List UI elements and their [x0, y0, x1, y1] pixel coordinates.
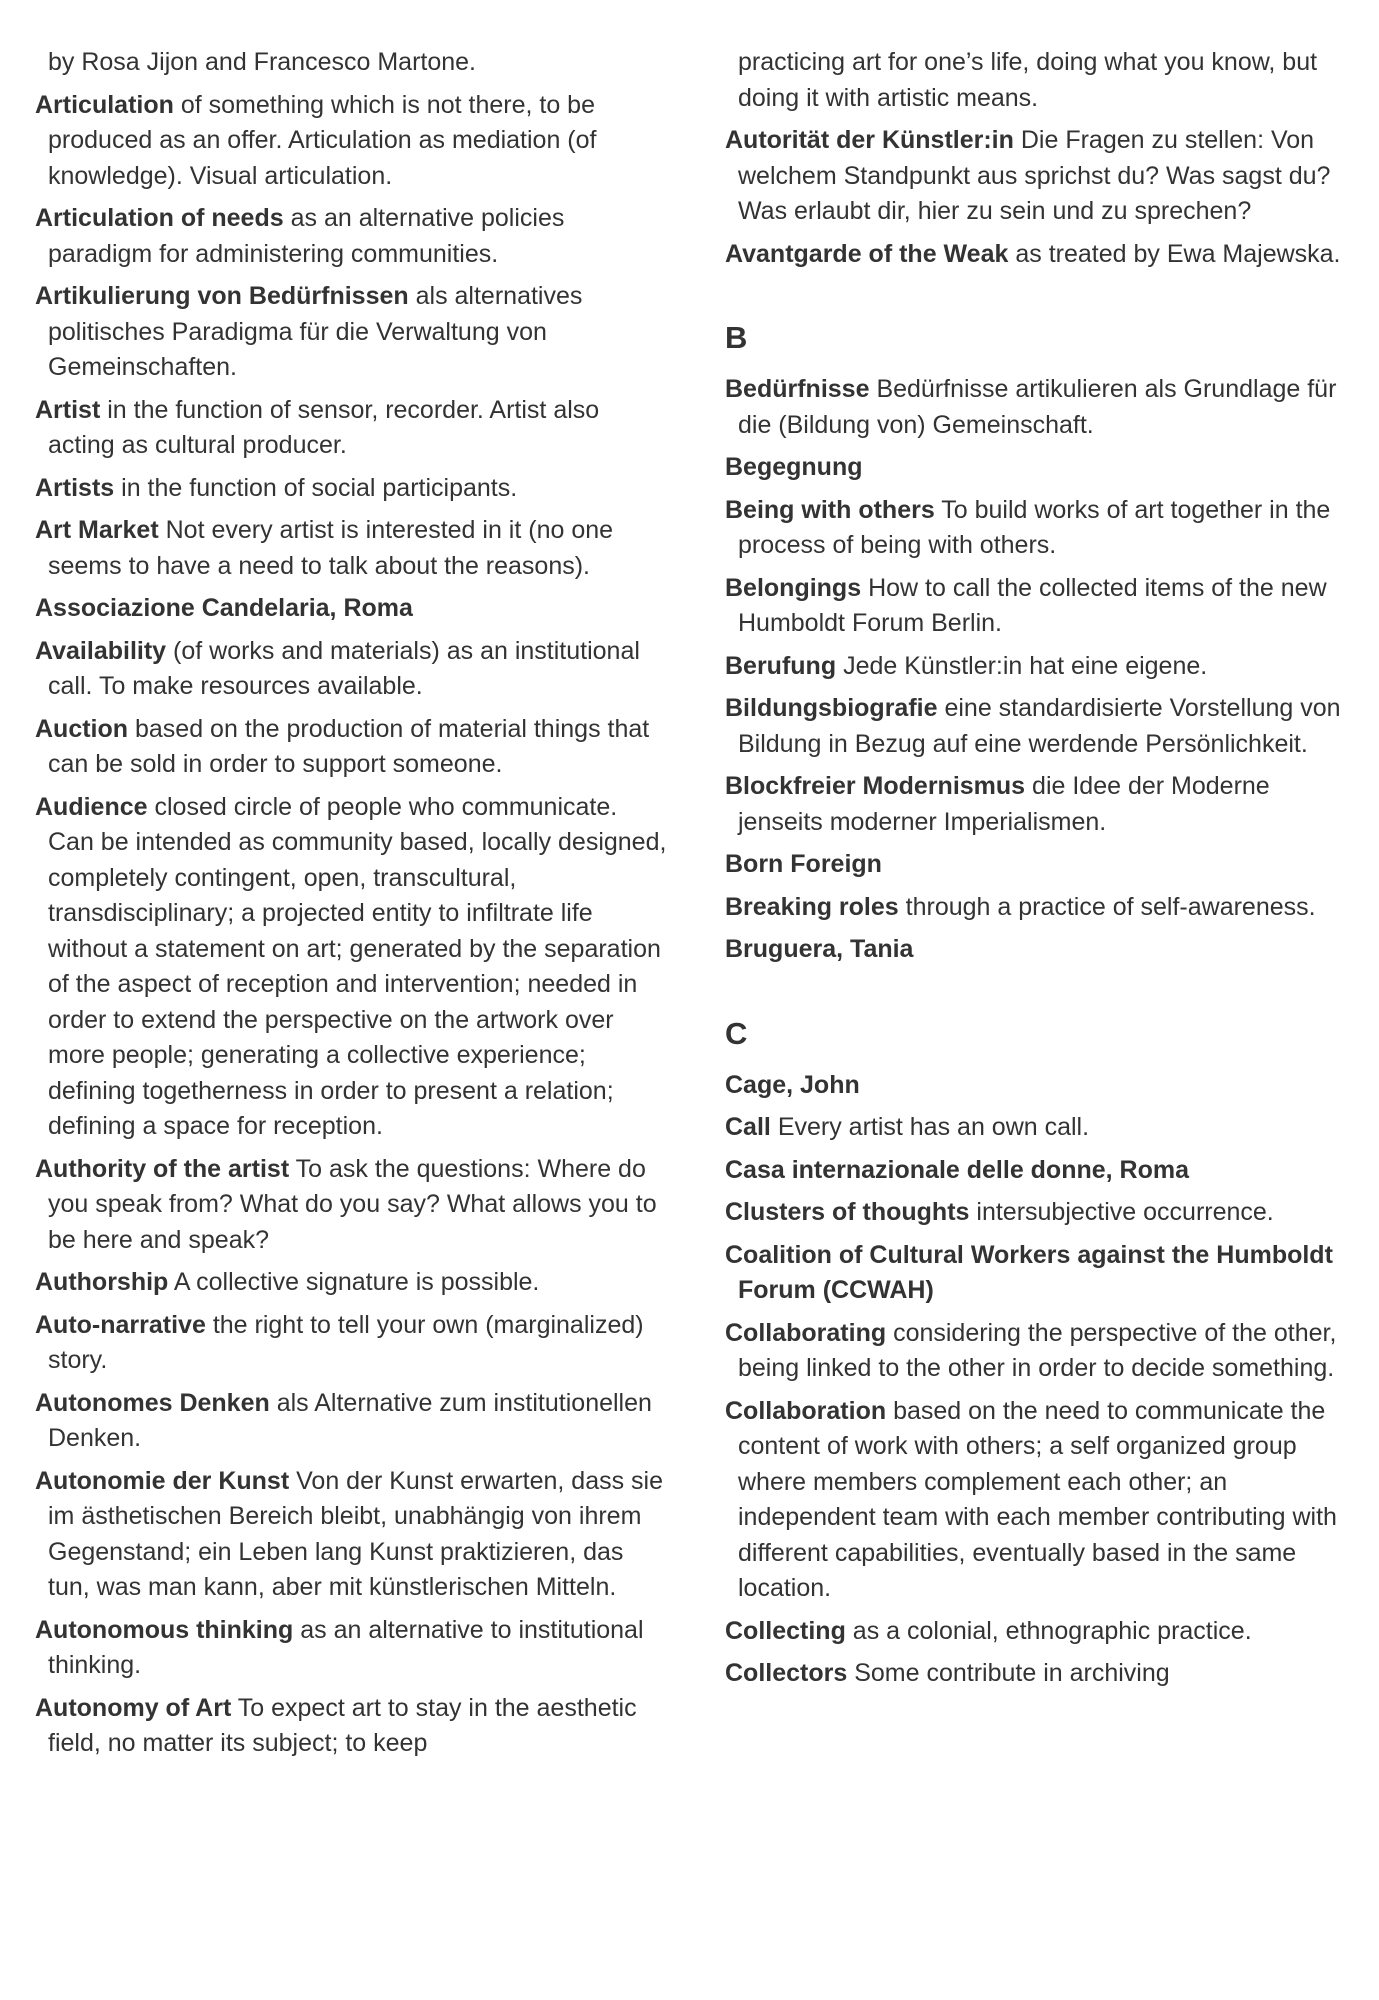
entry-definition: based on the production of material things that can be sold in order to support someone. [48, 714, 650, 778]
entry-definition: Die Fragen zu stellen: Von welchem Standpunkt aus sprichst du? Was sagst du? Was erlaubt dir, hier zu sein und zu sprechen? [738, 126, 1331, 225]
glossary-entry [725, 237, 1355, 273]
glossary-entry [725, 890, 1355, 926]
entry-term: Audience [35, 792, 148, 821]
entry-term: Collecting [725, 1616, 846, 1645]
entry-definition: in the function of sensor, recorder. Artist also acting as cultural producer. [48, 395, 600, 459]
entry-term: Collectors [725, 1659, 848, 1687]
entry-term: Born Foreign [725, 850, 882, 878]
entry-term: Authorship [35, 1268, 169, 1296]
entry-definition: Jede Künstler:in hat eine eigene. [843, 651, 1208, 680]
glossary-entry [725, 1656, 1355, 1692]
glossary-entry [725, 769, 1355, 840]
glossary-entry [725, 450, 1355, 486]
glossary-entry [725, 847, 1355, 883]
entry-term: Collaboration [725, 1396, 887, 1425]
glossary-entry [725, 571, 1355, 642]
glossary-entry [35, 201, 670, 272]
entry-definition: as a colonial, ethnographic practice. [852, 1616, 1252, 1645]
entry-definition: als alternatives politisches Paradigma für die Verwaltung von Gemeinschaften. [48, 282, 583, 381]
glossary-entry [35, 1308, 670, 1379]
entry-list [725, 372, 1355, 968]
entry-definition: through a practice of self-awareness. [905, 892, 1316, 921]
entry-term: Autonomous thinking [35, 1615, 294, 1644]
entry-term: Articulation [35, 90, 174, 119]
entry-term: Belongings [725, 573, 862, 602]
entry-term: Availability [35, 636, 167, 665]
entry-definition: considering the perspective of the other, being linked to the other in order to decide something. [738, 1318, 1337, 1382]
entry-definition: als Alternative zum institutionellen Denken. [48, 1388, 652, 1452]
glossary-entry [725, 1195, 1355, 1231]
entry-term: Auto-narrative [35, 1310, 206, 1339]
entry-term: Collaborating [725, 1318, 887, 1347]
entry-term: Artists [35, 473, 115, 502]
entry-definition: as an alternative policies paradigm for administering communities. [48, 204, 565, 268]
glossary-entry [35, 591, 670, 627]
glossary-entry [35, 279, 670, 386]
entry-term: Avantgarde of the Weak [725, 239, 1009, 268]
glossary-entry [35, 1613, 670, 1684]
glossary-entry [725, 372, 1355, 443]
entry-definition: eine standardisierte Vorstellung von Bildung in Bezug auf eine werdende Persönlichkeit. [738, 694, 1341, 758]
glossary-entry [35, 1152, 670, 1259]
entry-definition: in the function of social participants. [121, 473, 518, 502]
glossary-entry [35, 1691, 670, 1762]
entry-term: Bruguera, Tania [725, 935, 914, 963]
glossary-entry [35, 1386, 670, 1457]
glossary-entry [35, 790, 670, 1145]
entry-definition: A collective signature is possible. [173, 1268, 540, 1296]
entry-term: Cage, John [725, 1070, 860, 1099]
glossary-entry [725, 649, 1355, 685]
entry-term: Begegnung [725, 453, 863, 481]
entry-term: Breaking roles [725, 892, 899, 921]
glossary-entry [725, 691, 1355, 762]
glossary-entry [35, 88, 670, 195]
entry-definition: Bedürfnisse artikulieren als Grundlage für die (Bildung von) Gemeinschaft. [738, 375, 1337, 439]
glossary-entry [35, 712, 670, 783]
section-heading-b: B [725, 320, 748, 355]
glossary-entry [35, 634, 670, 705]
entry-definition: Von der Kunst erwarten, dass sie im ästhetischen Bereich bleibt, unabhängig von ihrem Gegenstand; ein Leben lang Kunst praktizieren, das tun, was man kann, aber mit künstlerischen Mitteln. [48, 1466, 663, 1601]
entry-definition: To expect art to stay in the aesthetic field, no matter its subject; to keep [48, 1693, 637, 1757]
entry-term: Bedürfnisse [725, 375, 870, 403]
entry-list [725, 123, 1355, 272]
entry-definition: How to call the collected items of the new Humboldt Forum Berlin. [738, 573, 1327, 637]
entry-definition: Not every artist is interested in it (no one seems to have a need to talk about the reasons). [48, 516, 614, 580]
continuation-text: practicing art for one’s life, doing what you know, but doing it with artistic means. [738, 48, 1318, 112]
glossary-entry [725, 493, 1355, 564]
entry-term: Art Market [35, 516, 159, 544]
glossary-entry [725, 1153, 1355, 1189]
entry-term: Autonomes Denken [35, 1388, 270, 1417]
entry-term: Articulation of needs [35, 204, 284, 232]
entry-term: Call [725, 1113, 771, 1141]
entry-definition: of something which is not there, to be produced as an offer. Articulation as mediation (of knowledge). Visual articulation. [48, 90, 597, 190]
glossary-entry [725, 1316, 1355, 1387]
glossary-entry [35, 1464, 670, 1606]
glossary-entry [725, 1238, 1355, 1309]
entry-definition: To build works of art together in the process of being with others. [738, 495, 1331, 559]
entry-definition: Every artist has an own call. [777, 1113, 1090, 1141]
entry-term: Authority of the artist [35, 1154, 290, 1183]
section-heading-c: C [725, 1015, 748, 1051]
entry-term: Autonomy of Art [35, 1693, 232, 1722]
glossary-entry [35, 1265, 670, 1301]
entry-term: Autonomie der Kunst [35, 1466, 290, 1495]
entry-definition: To ask the questions: Where do you speak from? What do you say? What allows you to be here and speak? [48, 1154, 657, 1254]
entry-definition: as treated by Ewa Majewska. [1015, 239, 1341, 268]
entry-term: Being with others [725, 495, 935, 524]
entry-term: Coalition of Cultural Workers against the Humboldt Forum (CCWAH) [725, 1240, 1333, 1304]
entry-term: Artist [35, 395, 101, 424]
entry-definition: based on the need to communicate the content of work with others; a self organized group where members complement each other; an independent team with each member contributing with different capabilities, eventually based in the same location. [738, 1396, 1337, 1602]
entry-definition: Some contribute in archiving [854, 1659, 1170, 1687]
left-column [35, 45, 670, 1769]
glossary-entry [35, 513, 670, 584]
entry-term: Artikulierung von Bedürfnissen [35, 282, 409, 310]
entry-definition: the right to tell your own (marginalized) story. [48, 1310, 644, 1374]
glossary-entry [725, 1110, 1355, 1146]
entry-definition: as an alternative to institutional thinking. [48, 1615, 644, 1679]
entry-definition: intersubjective occurrence. [976, 1198, 1274, 1226]
glossary-entry [725, 123, 1355, 230]
entry-definition: (of works and materials) as an institutional call. To make resources available. [48, 636, 640, 700]
glossary-entry [35, 471, 670, 507]
glossary-entry [725, 1394, 1355, 1607]
entry-term: Associazione Candelaria, Roma [35, 594, 413, 622]
entry-term: Clusters of thoughts [725, 1198, 970, 1226]
entry-term: Berufung [725, 651, 837, 680]
glossary-entry [35, 393, 670, 464]
glossary-entry [725, 932, 1355, 968]
entry-term: Autorität der Künstler:in [725, 126, 1014, 154]
entry-definition: die Idee der Moderne jenseits moderner Imperialismen. [738, 772, 1270, 836]
entry-definition: closed circle of people who communicate. Can be intended as community based, locally designed, completely contingent, open, transcultural, transdisciplinary; a projected entity to infiltrate life without a statement on art; generated by the separation of the aspect of reception and intervention; needed in order to extend the perspective on the artwork over more people; generating a collective experience; defining togetherness in order to present a relation; defining a space for reception. [48, 792, 667, 1140]
entry-list [35, 88, 670, 1762]
entry-term: Auction [35, 714, 129, 743]
entry-list [725, 1068, 1355, 1692]
glossary-entry [725, 1068, 1355, 1104]
entry-term: Blockfreier Modernismus [725, 772, 1026, 800]
glossary-entry [725, 1614, 1355, 1650]
entry-term: Casa internazionale delle donne, Roma [725, 1155, 1190, 1184]
continuation-text: by Rosa Jijon and Francesco Martone. [48, 48, 476, 76]
right-column [725, 45, 1355, 1699]
entry-term: Bildungsbiografie [725, 694, 938, 722]
